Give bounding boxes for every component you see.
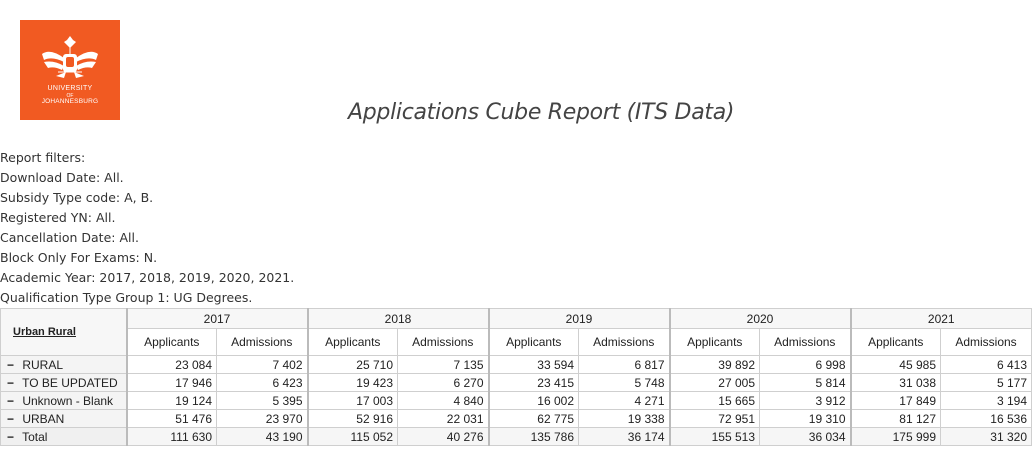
filter-cancellation-date: Cancellation Date: All. [0,230,139,245]
measure-header-admissions-2021[interactable]: Admissions [941,329,1032,356]
row-label: Total [22,429,48,444]
collapse-icon[interactable]: − [7,375,15,390]
table-cell: 19 338 [579,410,670,428]
table-row [1,374,1032,392]
table-cell: 33 594 [489,356,579,374]
table-cell: 155 513 [670,428,760,446]
row-header[interactable] [1,428,127,446]
table-cell: 19 423 [308,374,398,392]
table-cell: 62 775 [489,410,579,428]
filter-block-only-exams: Block Only For Exams: N. [0,250,158,265]
logo-text-johannesburg: JOHANNESBURG [41,98,99,105]
filter-qualification-type: Qualification Type Group 1: UG Degrees. [0,290,253,305]
row-header[interactable] [1,356,127,374]
page-title: Applications Cube Report (ITS Data) [348,100,735,125]
table-cell: 7 135 [398,356,489,374]
table-cell: 5 395 [217,392,308,410]
table-cell: 23 415 [489,374,579,392]
row-header[interactable] [1,410,127,428]
filter-academic-year: Academic Year: 2017, 2018, 2019, 2020, 2021. [0,270,295,285]
table-cell: 115 052 [308,428,398,446]
row-label: RURAL [22,357,64,372]
filter-subsidy-type: Subsidy Type code: A, B. [0,190,154,205]
table-cell: 3 194 [941,392,1032,410]
year-header-2018[interactable]: 2018 [308,309,489,329]
collapse-icon[interactable]: − [7,429,15,444]
filter-heading: Report filters: [0,150,86,165]
filter-registered: Registered YN: All. [0,210,116,225]
table-cell: 3 912 [760,392,851,410]
row-label: URBAN [22,411,65,426]
table-cell: 16 002 [489,392,579,410]
year-header-2021[interactable]: 2021 [851,309,1032,329]
table-cell: 22 031 [398,410,489,428]
table-cell: 45 985 [851,356,941,374]
university-logo [20,20,120,120]
table-cell: 175 999 [851,428,941,446]
table-row [1,428,1032,446]
table-cell: 4 840 [398,392,489,410]
table-cell: 81 127 [851,410,941,428]
table-cell: 5 814 [760,374,851,392]
table-cell: 40 276 [398,428,489,446]
measure-header-admissions-2017[interactable]: Admissions [217,329,308,356]
row-dimension-header[interactable]: Urban Rural [1,309,127,356]
table-cell: 16 536 [941,410,1032,428]
table-cell: 23 084 [127,356,217,374]
logo-text-university: UNIVERSITY [47,85,93,92]
measure-header-admissions-2020[interactable]: Admissions [760,329,851,356]
collapse-icon[interactable]: − [7,393,15,408]
row-header[interactable] [1,374,127,392]
table-cell: 6 270 [398,374,489,392]
table-cell: 39 892 [670,356,760,374]
logo-text-of: OF [66,93,74,99]
crest-icon [20,20,120,120]
table-cell: 17 946 [127,374,217,392]
measure-header-applicants-2021[interactable]: Applicants [851,329,941,356]
measure-header-applicants-2017[interactable]: Applicants [127,329,217,356]
table-cell: 31 320 [941,428,1032,446]
table-cell: 43 190 [217,428,308,446]
table-cell: 27 005 [670,374,760,392]
row-label: TO BE UPDATED [22,375,118,390]
measure-header-admissions-2018[interactable]: Admissions [398,329,489,356]
row-header[interactable] [1,392,127,410]
table-cell: 5 748 [579,374,670,392]
row-label: Unknown - Blank [22,393,114,408]
table-cell: 36 034 [760,428,851,446]
pivot-table [0,308,1032,446]
table-cell: 31 038 [851,374,941,392]
table-cell: 17 849 [851,392,941,410]
table-cell: 111 630 [127,428,217,446]
table-cell: 36 174 [579,428,670,446]
table-cell: 19 310 [760,410,851,428]
table-cell: 15 665 [670,392,760,410]
table-cell: 19 124 [127,392,217,410]
table-cell: 23 970 [217,410,308,428]
table-cell: 52 916 [308,410,398,428]
table-cell: 6 423 [217,374,308,392]
table-cell: 51 476 [127,410,217,428]
measure-header-applicants-2020[interactable]: Applicants [670,329,760,356]
measure-header-applicants-2019[interactable]: Applicants [489,329,579,356]
filter-download-date: Download Date: All. [0,170,124,185]
measure-header-applicants-2018[interactable]: Applicants [308,329,398,356]
table-row [1,356,1032,374]
table-cell: 6 817 [579,356,670,374]
table-cell: 6 998 [760,356,851,374]
table-row [1,392,1032,410]
table-cell: 4 271 [579,392,670,410]
table-row [1,410,1032,428]
year-header-2019[interactable]: 2019 [489,309,670,329]
report-filters [0,148,294,308]
collapse-icon[interactable]: − [7,411,15,426]
measure-header-admissions-2019[interactable]: Admissions [579,329,670,356]
table-cell: 25 710 [308,356,398,374]
collapse-icon[interactable]: − [7,357,15,372]
table-cell: 5 177 [941,374,1032,392]
year-header-2017[interactable]: 2017 [127,309,308,329]
table-cell: 6 413 [941,356,1032,374]
table-cell: 7 402 [217,356,308,374]
table-cell: 72 951 [670,410,760,428]
year-header-2020[interactable]: 2020 [670,309,851,329]
table-cell: 135 786 [489,428,579,446]
table-cell: 17 003 [308,392,398,410]
